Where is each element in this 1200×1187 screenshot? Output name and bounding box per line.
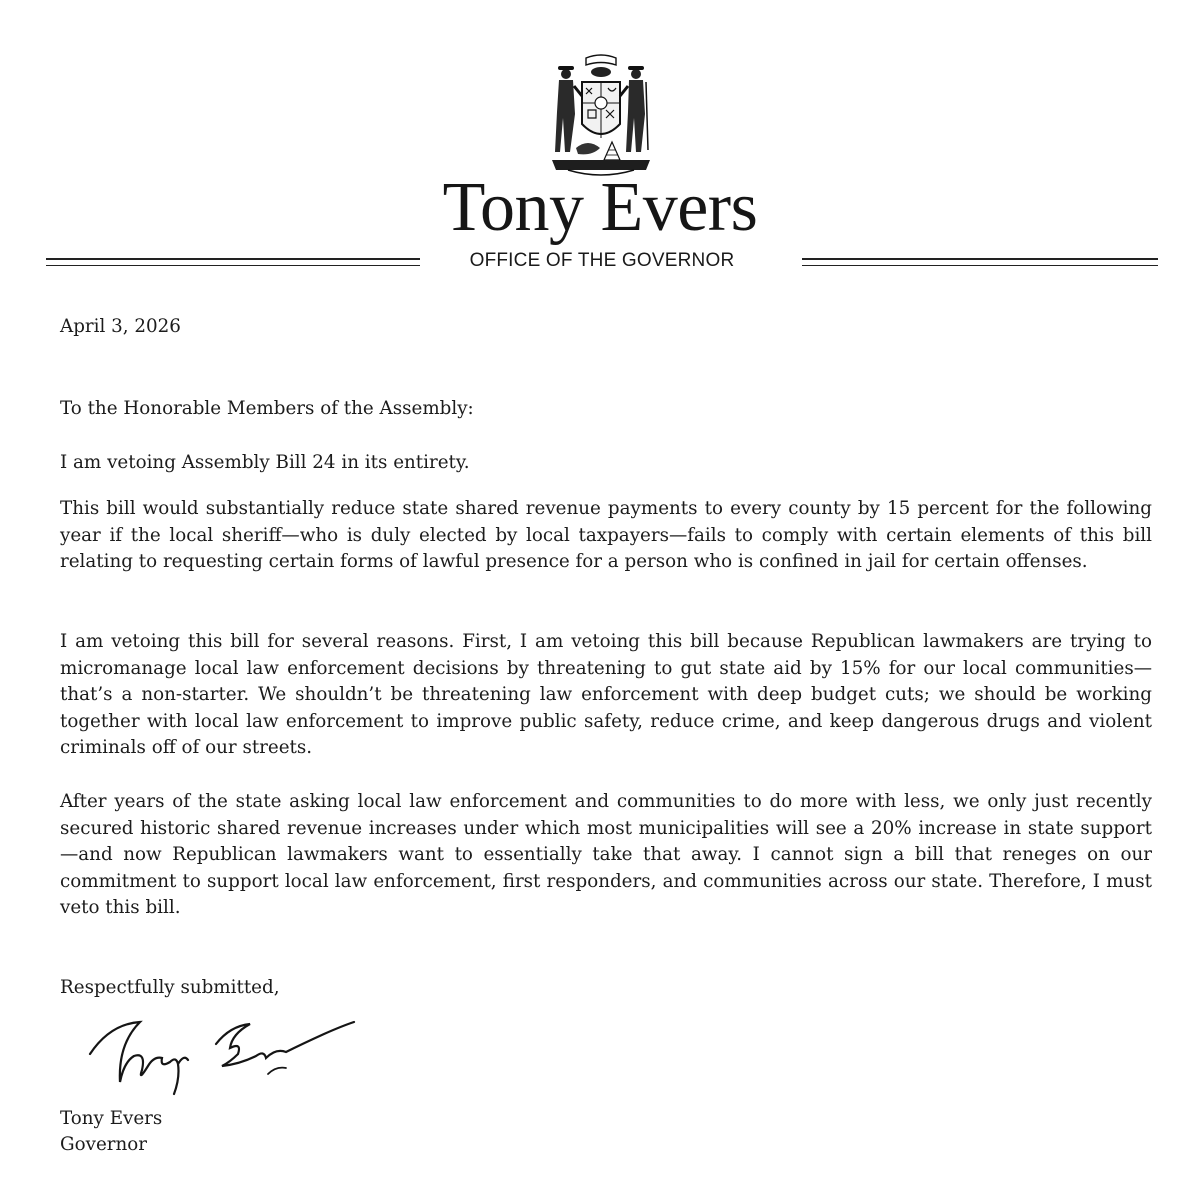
state-seal-logo [548, 52, 654, 178]
letter-salutation: To the Honorable Members of the Assembly: [60, 398, 474, 419]
paragraph-shared-revenue: After years of the state asking local law enforcement and communities to do more with less, we only just recently secured historic shared revenue increases under which most municipalities will see a 20% increase in state support—and now Republican lawmakers want to essentially take that away. I cannot sign a bill that reneges on our commitment to support local law enforcement, first responders, and communities across our state. Therefore, I must veto this bill. [60, 791, 1152, 918]
divider-line-right-thin [802, 265, 1158, 266]
signer-name: Tony Evers [60, 1108, 163, 1129]
paragraph-bill-summary: This bill would substantially reduce state shared revenue payments to every county by 15 percent for the following year if the local sheriff—who is duly elected by local taxpayers—fails to comply with certain elements of this bill relating to requesting certain forms of lawful presence for a person who is confined in jail for certain offenses. [60, 498, 1152, 572]
office-subtitle: OFFICE OF THE GOVERNOR [469, 250, 735, 271]
signer-title: Governor [60, 1134, 148, 1155]
letter-closing: Respectfully submitted, [60, 977, 280, 998]
handwritten-signature [80, 1004, 370, 1100]
paragraph-veto-reasons: I am vetoing this bill for several reasons. First, I am vetoing this bill because Republican lawmakers are trying to micromanage local law enforcement decisions by threatening to gut state aid by 15% for our local communities—that’s a non-starter. We shouldn’t be threatening law enforcement with deep budget cuts; we should be working together with local law enforcement to improve public safety, reduce crime, and keep dangerous drugs and violent criminals off of our streets. [60, 631, 1152, 758]
letter-date: April 3, 2026 [60, 316, 181, 337]
paragraph-veto-statement: I am vetoing Assembly Bill 24 in its entirety. [60, 452, 470, 473]
office-divider [46, 248, 1158, 278]
divider-line-right [802, 258, 1158, 260]
governor-name-heading: Tony Evers [442, 169, 758, 246]
